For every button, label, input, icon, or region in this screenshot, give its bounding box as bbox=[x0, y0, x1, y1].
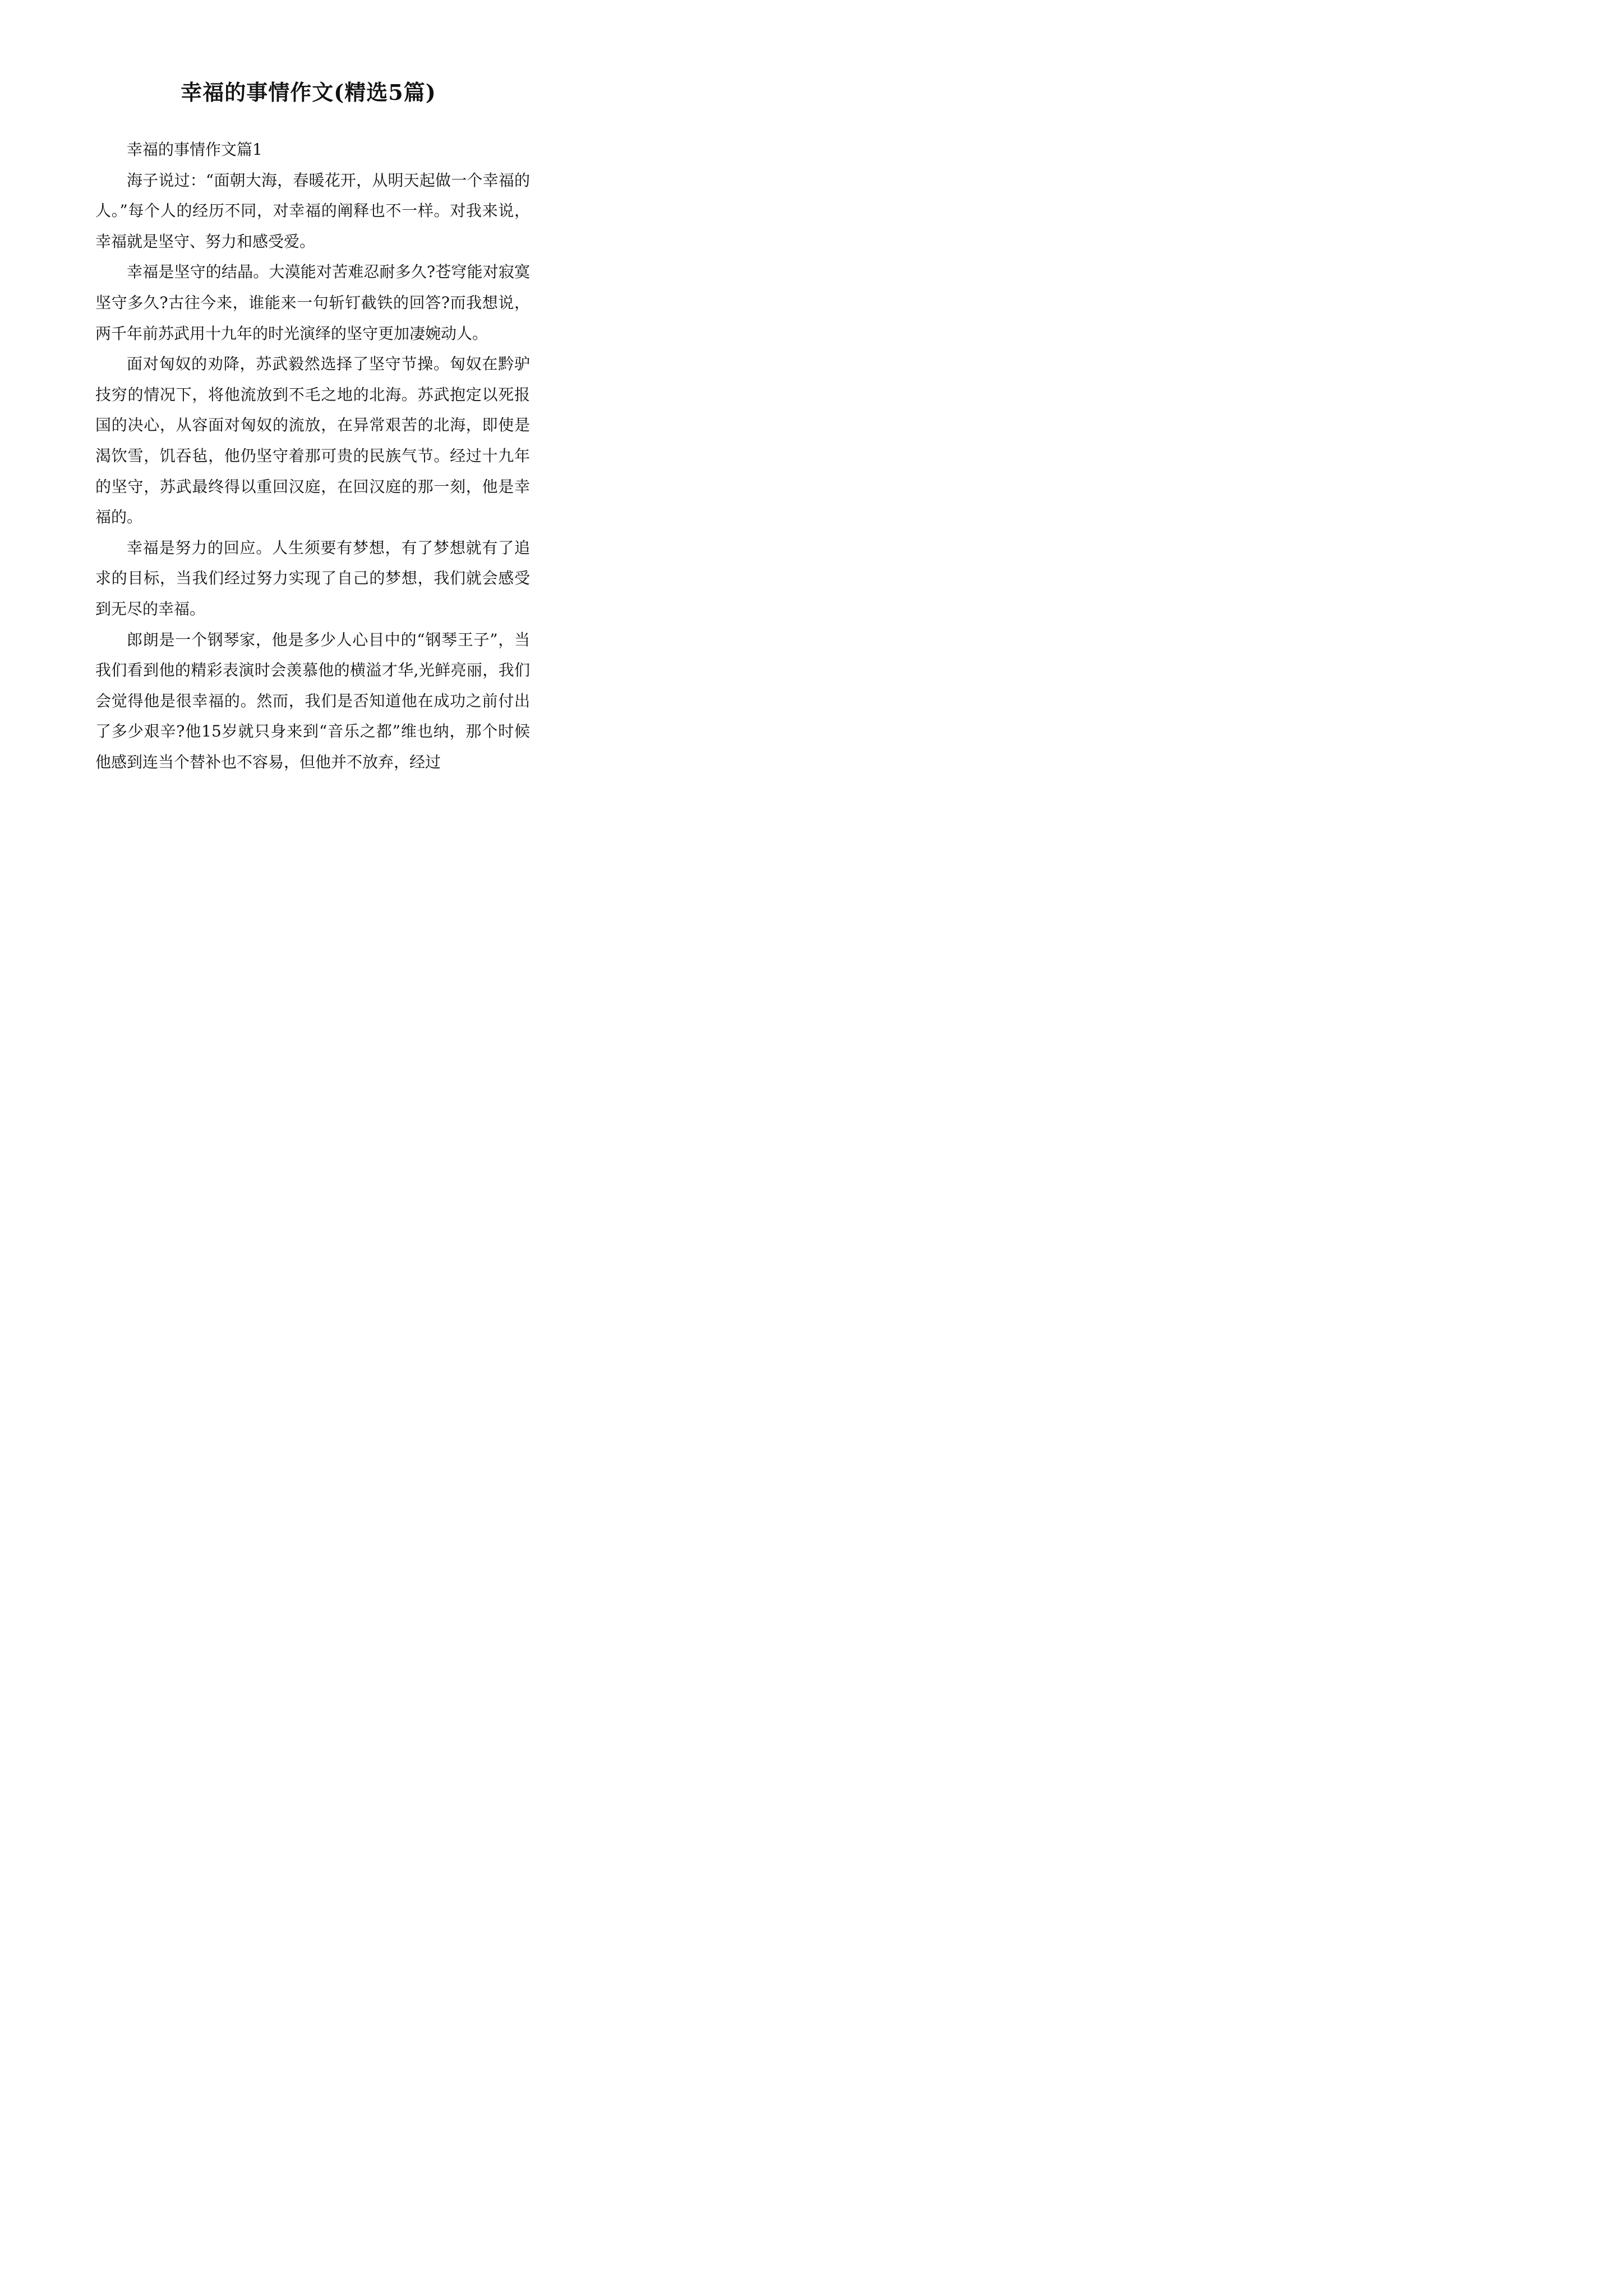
paragraph: 郎朗是一个钢琴家，他是多少人心目中的“钢琴王子”，当我们看到他的精彩表演时会羡慕他的横溢才华,光鲜亮丽，我们会觉得他是很幸福的。然而，我们是否知道他在成功之前付出了多少艰辛?他15岁就只身来到“音乐之都”维也纳，那个时候他感到连当个替补也不容易，但他并不放弃，经过 bbox=[95, 630, 530, 771]
document-page bbox=[0, 0, 617, 873]
paragraph: 面对匈奴的劝降，苏武毅然选择了坚守节操。匈奴在黔驴技穷的情况下，将他流放到不毛之地的北海。苏武抱定以死报国的决心，从容面对匈奴的流放，在异常艰苦的北海，即使是渴饮雪，饥吞毡，他仍坚守着那可贵的民族气节。经过十九年的坚守，苏武最终得以重回汉庭，在回汉庭的那一刻，他是幸福的。 bbox=[95, 355, 530, 527]
paragraph: 幸福是努力的回应。人生须要有梦想，有了梦想就有了追求的目标，当我们经过努力实现了自己的梦想，我们就会感受到无尽的幸福。 bbox=[95, 538, 530, 618]
document-body bbox=[95, 135, 530, 777]
paragraph: 海子说过：“面朝大海，春暖花开，从明天起做一个幸福的人。”每个人的经历不同，对幸福的阐释也不一样。对我来说，幸福就是坚守、努力和感受爱。 bbox=[95, 171, 530, 251]
section-heading: 幸福的事情作文篇1 bbox=[127, 140, 262, 159]
document-title: 幸福的事情作文(精选5篇) bbox=[181, 80, 436, 105]
paragraph: 幸福是坚守的结晶。大漠能对苦难忍耐多久?苍穹能对寂寞坚守多久?古往今来，谁能来一句斩钉截铁的回答?而我想说，两千年前苏武用十九年的时光演绎的坚守更加凄婉动人。 bbox=[95, 263, 530, 343]
